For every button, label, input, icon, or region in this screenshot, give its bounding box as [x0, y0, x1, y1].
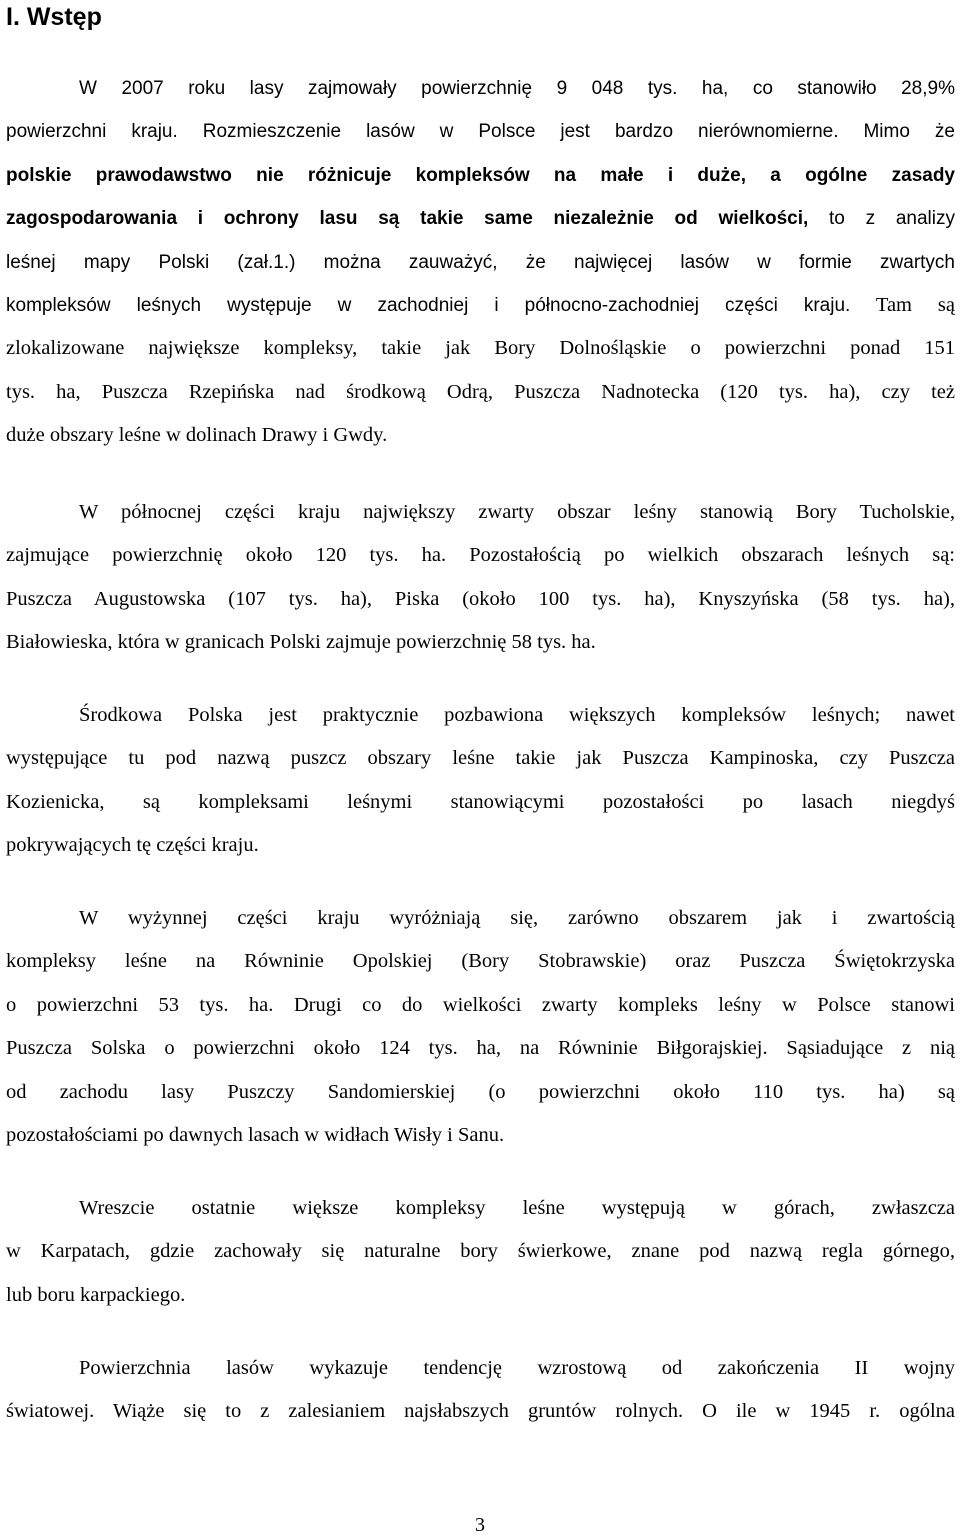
- text-line: polskie prawodawstwo nie różnicuje kompleksów na małe i duże, a ogólne zasady: [6, 164, 955, 186]
- text-span: Mimo że: [863, 121, 955, 143]
- text-line: duże obszary leśne w dolinach Drawy i Gwdy.: [6, 424, 388, 447]
- text-line: W 2007 roku lasy zajmowały powierzchnię 9 048 tys. ha, co stanowiło 28,9%: [79, 78, 955, 99]
- text-line: Puszcza Augustowska (107 tys. ha), Piska (około 100 tys. ha), Knyszyńska (58 tys. ha),: [6, 587, 955, 610]
- text-span: zagospodarowania i ochrony lasu są takie same niezależnie od wielkości,: [6, 208, 809, 230]
- text-line: leśnej mapy Polski (zał.1.) można zauważyć, że najwięcej lasów w formie zwartych: [6, 251, 955, 273]
- paragraph-4: [6, 897, 955, 1157]
- paragraph-1: [6, 67, 955, 458]
- text-line: światowej. Wiąże się to z zalesianiem najsłabszych gruntów rolnych. O ile w 1945 r. ogólna: [6, 1400, 955, 1423]
- text-line: [6, 284, 955, 327]
- text-line: zajmujące powierzchnię około 120 tys. ha. Pozostałością po wielkich obszarach leśnych są:: [6, 544, 955, 567]
- section-heading: I. Wstęp: [6, 3, 102, 31]
- text-line: lub boru karpackiego.: [6, 1283, 186, 1306]
- text-span: kompleksów leśnych występuje w zachodniej i północno-zachodniej części kraju.: [6, 295, 851, 317]
- text-line: od zachodu lasy Puszczy Sandomierskiej (o powierzchni około 110 tys. ha) są: [6, 1080, 955, 1103]
- text-line: W północnej części kraju największy zwarty obszar leśny stanowią Bory Tucholskie,: [79, 501, 955, 523]
- page-number: 3: [475, 1514, 485, 1536]
- text-line: Puszcza Solska o powierzchni około 124 tys. ha, na Równinie Biłgorajskiej. Sąsiadujące z nią: [6, 1037, 955, 1060]
- text-line: kompleksy leśne na Równinie Opolskiej (Bory Stobrawskie) oraz Puszcza Świętokrzyska: [6, 950, 955, 973]
- text-line: o powierzchni 53 tys. ha. Drugi co do wielkości zwarty kompleks leśny w Polsce stanowi: [6, 993, 955, 1016]
- text-span: powierzchni kraju. Rozmieszczenie lasów w Polsce jest bardzo nierównomierne.: [6, 121, 864, 143]
- text-line: Kozienicka, są kompleksami leśnymi stanowiącymi pozostałości po lasach niegdyś: [6, 790, 955, 813]
- text-line: Powierzchnia lasów wykazuje tendencję wzrostową od zakończenia II wojny: [79, 1357, 955, 1379]
- text-line: W wyżynnej części kraju wyróżniają się, zarówno obszarem jak i zwartością: [79, 907, 955, 929]
- text-line: w Karpatach, gdzie zachowały się naturalne bory świerkowe, znane pod nazwą regla górnego,: [6, 1240, 955, 1263]
- text-line: [6, 110, 955, 153]
- paragraph-2: [6, 491, 955, 665]
- text-line: zlokalizowane największe kompleksy, takie jak Bory Dolnośląskie o powierzchni ponad 151: [6, 337, 955, 360]
- paragraph-6: [6, 1347, 955, 1434]
- paragraph-5: [6, 1187, 955, 1317]
- text-line: pokrywających tę części kraju.: [6, 834, 259, 857]
- text-line: Wreszcie ostatnie większe kompleksy leśne występują w górach, zwłaszcza: [79, 1197, 955, 1219]
- text-line: tys. ha, Puszcza Rzepińska nad środkową Odrą, Puszcza Nadnotecka (120 tys. ha), czy też: [6, 380, 955, 403]
- text-line: Środkowa Polska jest praktycznie pozbawiona większych kompleksów leśnych; nawet: [79, 704, 955, 726]
- text-span: to z analizy: [808, 208, 955, 230]
- text-line: [6, 197, 955, 240]
- paragraph-3: [6, 694, 955, 868]
- text-line: pozostałościami po dawnych lasach w widłach Wisły i Sanu.: [6, 1124, 505, 1147]
- text-span: Tam są: [850, 294, 955, 317]
- text-line: występujące tu pod nazwą puszcz obszary leśne takie jak Puszcza Kampinoska, czy Puszcza: [6, 747, 955, 770]
- text-line: Białowieska, która w granicach Polski zajmuje powierzchnię 58 tys. ha.: [6, 631, 596, 654]
